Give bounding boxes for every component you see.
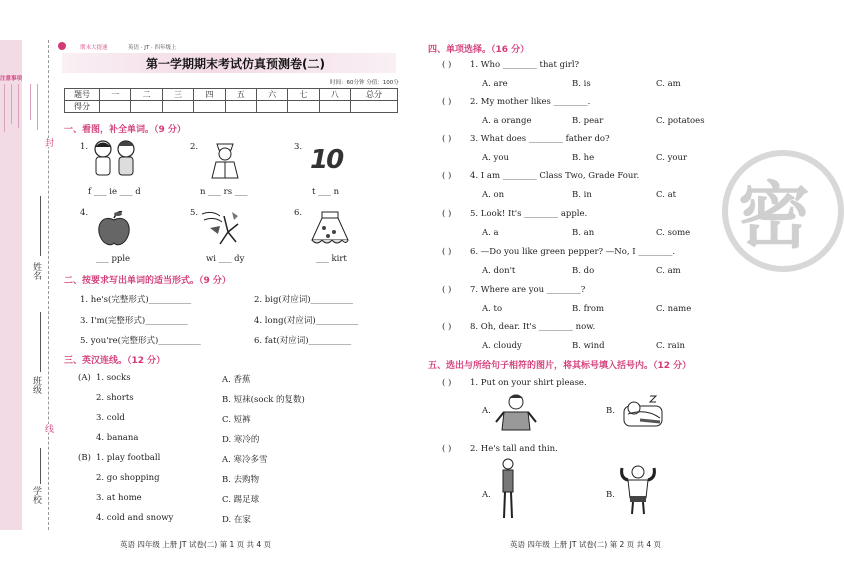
s4-option-a[interactable]: A. a orange [482, 116, 532, 126]
series-badge [58, 42, 66, 50]
s1-num-4: 4. [80, 208, 89, 218]
answer-bracket[interactable]: ( ) [442, 444, 452, 454]
score-label: 得分 [65, 101, 100, 113]
s3-a-right-2[interactable]: B. 短袜(sock 的复数) [222, 395, 305, 405]
s5-q1-option-b-label: B. [606, 406, 615, 416]
school-label: 学校 [31, 486, 41, 504]
section1-title: 一、看图，补全单词。（9 分） [64, 125, 186, 135]
s4-option-b[interactable]: B. from [572, 304, 605, 314]
s3-b-left-1[interactable]: 1. play football [96, 453, 161, 463]
answer-bracket[interactable]: ( ) [442, 60, 452, 70]
score-input[interactable] [194, 101, 225, 113]
page-title: 第一学期期末考试仿真预测卷(二) [146, 57, 325, 71]
s4-question: 1. Who ________ that girl? [470, 60, 580, 70]
s3-b-left-2[interactable]: 2. go shopping [96, 473, 160, 483]
score-cell: 六 [256, 89, 287, 101]
name-field[interactable] [40, 196, 41, 256]
section4-title: 四、单项选择。（16 分） [428, 45, 530, 55]
s5-q1-option-a-label: A. [482, 406, 491, 416]
s1-blank-1[interactable]: f ___ ie ___ d [88, 187, 141, 197]
score-input[interactable] [351, 101, 398, 113]
s2-item-1[interactable]: 1. he's(完整形式)__________ [80, 295, 192, 305]
sleeping-picture[interactable] [620, 392, 666, 432]
score-cell: 总分 [351, 89, 398, 101]
s4-question: 8. Oh, dear. It's ________ now. [470, 322, 596, 332]
s3-a-right-1[interactable]: A. 香蕉 [222, 375, 251, 385]
windy-picture [198, 208, 244, 248]
s4-option-a[interactable]: A. are [482, 79, 508, 89]
s4-question: 2. My mother likes ________. [470, 97, 591, 107]
skirt-picture [308, 208, 352, 248]
s4-question: 6. —Do you like green pepper? —No, I ________. [470, 247, 676, 257]
s1-blank-5[interactable]: wi ___ dy [206, 254, 245, 264]
s4-option-b[interactable]: B. pear [572, 116, 604, 126]
cut-line [48, 40, 49, 530]
s1-num-1: 1. [80, 142, 89, 152]
class-label: 班级 [31, 376, 41, 394]
s4-option-b[interactable]: B. is [572, 79, 591, 89]
footer-right: 英语 四年级 上册 JT 试卷(二) 第 2 页 共 4 页 [510, 540, 662, 549]
s4-option-a[interactable]: A. you [482, 153, 509, 163]
s3-b-right-4[interactable]: D. 在家 [222, 515, 251, 525]
section5-title: 五、选出与所给句子相符的图片，将其标号填入括号内。（12 分） [428, 361, 692, 371]
s5-q2-option-a-label: A. [482, 490, 491, 500]
s4-option-a[interactable]: A. a [482, 228, 499, 238]
score-input[interactable] [131, 101, 162, 113]
score-input[interactable] [256, 101, 287, 113]
score-cell: 七 [288, 89, 319, 101]
score-cell: 题号 [65, 89, 100, 101]
s4-option-c[interactable]: C. potatoes [656, 116, 705, 126]
nurse-picture [208, 138, 242, 180]
s5-question-2: 2. He's tall and thin. [470, 444, 558, 454]
s3-group-b-label: (B) [78, 453, 91, 463]
answer-bracket[interactable]: ( ) [442, 171, 452, 181]
answer-bracket[interactable]: ( ) [442, 97, 452, 107]
s3-a-right-4[interactable]: D. 寒冷的 [222, 435, 260, 445]
s4-option-a[interactable]: A. cloudy [482, 341, 522, 351]
footer-left: 英语 四年级 上册 JT 试卷(二) 第 1 页 共 4 页 [120, 540, 272, 549]
score-input[interactable] [100, 101, 131, 113]
s4-option-b[interactable]: B. wind [572, 341, 605, 351]
s1-num-2: 2. [190, 142, 199, 152]
answer-bracket[interactable]: ( ) [442, 209, 452, 219]
s2-item-5[interactable]: 5. you're(完整形式)__________ [80, 336, 201, 346]
friends-picture [90, 138, 142, 180]
score-header-row [65, 89, 398, 101]
score-input[interactable] [225, 101, 256, 113]
score-cell: 三 [162, 89, 193, 101]
tall-thin-man-picture[interactable] [496, 458, 520, 520]
s1-num-6: 6. [294, 208, 303, 218]
s3-b-right-3[interactable]: C. 踢足球 [222, 495, 260, 505]
s2-item-4[interactable]: 4. long(对应词)__________ [254, 316, 359, 326]
s5-question-1: 1. Put on your shirt please. [470, 378, 587, 388]
s5-q2-option-b-label: B. [606, 490, 615, 500]
score-cell: 一 [100, 89, 131, 101]
s3-a-left-4[interactable]: 4. banana [96, 433, 139, 443]
section2-title: 二、按要求写出单词的适当形式。（9 分） [64, 276, 231, 286]
s1-blank-2[interactable]: n ___ rs ___ [200, 187, 248, 197]
score-row [65, 101, 398, 113]
shirt-boy-picture[interactable] [496, 392, 536, 432]
answer-bracket[interactable]: ( ) [442, 134, 452, 144]
s3-b-left-3[interactable]: 3. at home [96, 493, 142, 503]
series-label: 期末大提速 [80, 45, 108, 51]
ten-picture: 10 [310, 145, 343, 175]
notes-lines [4, 84, 44, 132]
s3-a-left-3[interactable]: 3. cold [96, 413, 125, 423]
score-cell: 四 [194, 89, 225, 101]
s4-option-c[interactable]: C. am [656, 266, 681, 276]
s4-option-b[interactable]: B. he [572, 153, 595, 163]
answer-bracket[interactable]: ( ) [442, 247, 452, 257]
answer-bracket[interactable]: ( ) [442, 378, 452, 388]
s4-option-b[interactable]: B. in [572, 190, 592, 200]
score-input[interactable] [162, 101, 193, 113]
s3-a-left-2[interactable]: 2. shorts [96, 393, 134, 403]
s1-blank-3[interactable]: t ___ n [312, 187, 340, 197]
s1-num-5: 5. [190, 208, 199, 218]
s4-option-a[interactable]: A. on [482, 190, 505, 200]
s4-question: 3. What does ________ father do? [470, 134, 610, 144]
s4-question: 7. Where are you ________? [470, 285, 586, 295]
s4-option-c[interactable]: C. your [656, 153, 688, 163]
seal-mark: 封 [43, 138, 53, 147]
score-cell: 五 [225, 89, 256, 101]
s4-option-c[interactable]: C. at [656, 190, 677, 200]
score-input[interactable] [319, 101, 350, 113]
time-info: 时间：60分钟 分值：100分 [330, 80, 399, 86]
s4-question: 4. I am ________ Class Two, Grade Four. [470, 171, 640, 181]
s4-option-b[interactable]: B. do [572, 266, 595, 276]
class-field[interactable] [40, 312, 41, 372]
subject-info: 英语 · JT · 四年级上 [128, 45, 177, 51]
score-cell: 八 [319, 89, 350, 101]
s1-num-3: 3. [294, 142, 303, 152]
s4-option-a[interactable]: A. don't [482, 266, 516, 276]
s2-item-6[interactable]: 6. fat(对应词)__________ [254, 336, 352, 346]
strong-man-picture[interactable] [620, 464, 656, 514]
s3-b-right-1[interactable]: A. 寒冷多雪 [222, 455, 268, 465]
s3-b-right-2[interactable]: B. 去购物 [222, 475, 260, 485]
notes-heading: 注意事项 [0, 76, 23, 82]
answer-bracket[interactable]: ( ) [442, 322, 452, 332]
s3-a-right-3[interactable]: C. 短裤 [222, 415, 251, 425]
s4-option-c[interactable]: C. some [656, 228, 691, 238]
score-input[interactable] [288, 101, 319, 113]
s4-option-c[interactable]: C. am [656, 79, 681, 89]
name-label: 姓名 [31, 262, 41, 280]
s3-b-left-4[interactable]: 4. cold and snowy [96, 513, 174, 523]
s1-blank-6[interactable]: ___ kirt [316, 254, 347, 264]
s2-item-2[interactable]: 2. big(对应词)__________ [254, 295, 354, 305]
s4-option-b[interactable]: B. an [572, 228, 595, 238]
s4-option-a[interactable]: A. to [482, 304, 503, 314]
line-mark: 线 [43, 424, 53, 433]
school-field[interactable] [40, 448, 41, 484]
s2-item-3[interactable]: 3. I'm(完整形式)__________ [80, 316, 188, 326]
stamp-seal-text: 密 [738, 174, 811, 258]
score-cell: 二 [131, 89, 162, 101]
s4-question: 5. Look! It's ________ apple. [470, 209, 588, 219]
s1-blank-4[interactable]: ___ pple [96, 254, 131, 264]
s3-group-a-label: (A) [78, 373, 91, 383]
apple-picture [94, 208, 134, 248]
answer-bracket[interactable]: ( ) [442, 285, 452, 295]
score-table [64, 88, 398, 113]
section3-title: 三、英汉连线。（12 分） [64, 356, 166, 366]
s3-a-left-1[interactable]: 1. socks [96, 373, 131, 383]
s4-option-c[interactable]: C. rain [656, 341, 685, 351]
s4-option-c[interactable]: C. name [656, 304, 692, 314]
